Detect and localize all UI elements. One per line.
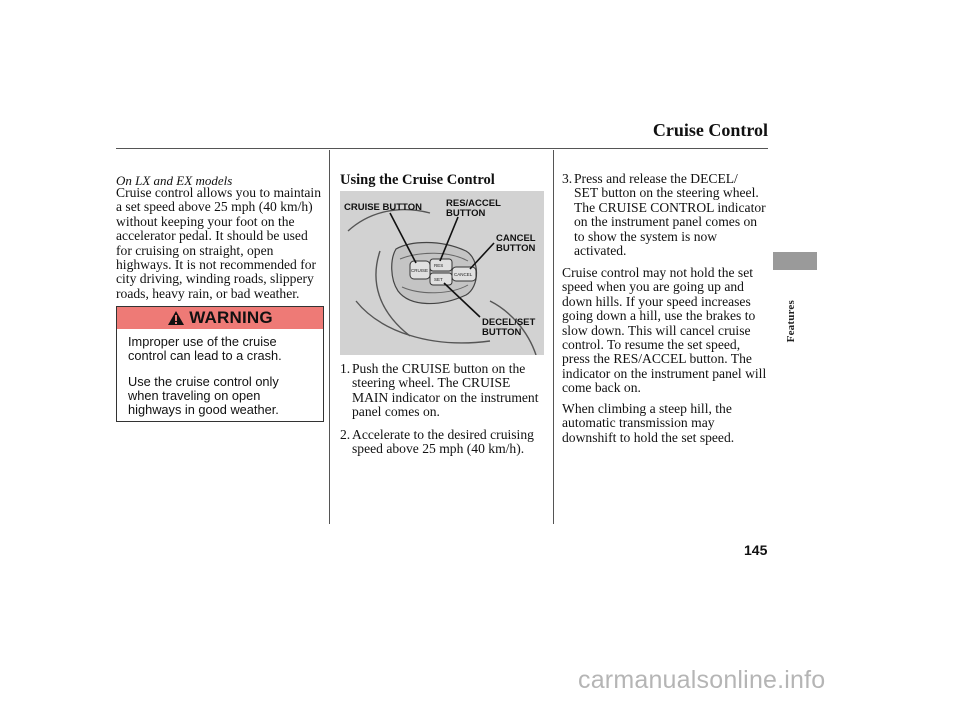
step-line: Accelerate to the desired cruising: [352, 427, 534, 442]
step-text: [352, 428, 542, 457]
step-line: to show the system is now: [574, 228, 718, 244]
hills-paragraph: [562, 266, 772, 396]
step-line: SET button on the steering wheel.: [574, 185, 759, 201]
title-rule: [116, 148, 768, 149]
switch-label-set: SET: [434, 277, 443, 282]
intro-paragraph: [116, 186, 326, 301]
step-number: 3.: [562, 171, 573, 186]
paragraph-line: city driving, winding roads, slippery: [116, 271, 314, 287]
switch-label-cancel: CANCEL: [454, 272, 473, 277]
step-line: steering wheel. The CRUISE: [352, 375, 511, 391]
cruise-button-label: CRUISE BUTTON: [344, 202, 422, 213]
warning-line: highways in good weather.: [128, 402, 279, 417]
step-item: [340, 428, 542, 457]
warning-text: [128, 335, 318, 363]
switch-label-res: RES: [434, 263, 444, 268]
step-line: MAIN indicator on the instrument: [352, 389, 539, 405]
warning-box: [116, 306, 324, 422]
paragraph-line: When climbing a steep hill, the: [562, 401, 732, 416]
column-divider-left: [329, 150, 330, 524]
paragraph-line: for cruising on straight, open: [116, 242, 274, 258]
warning-label: WARNING: [189, 308, 273, 327]
watermark: carmanualsonline.info: [578, 666, 826, 694]
paragraph-line: control. To resume the set speed,: [562, 337, 741, 353]
page-title: Cruise Control: [652, 120, 768, 140]
paragraph-line: accelerator pedal. It should be used: [116, 228, 308, 244]
decel-set-button-label: [482, 318, 535, 338]
steep-hill-paragraph: [562, 402, 772, 445]
step-line: panel comes on.: [352, 404, 440, 420]
warning-line: when traveling on open: [128, 388, 261, 403]
paragraph-line: indicator on the instrument panel will: [562, 365, 767, 381]
step-text: [574, 172, 770, 258]
switch-label-cruise: CRUISE: [411, 268, 429, 273]
figure-label-line: CANCEL: [496, 233, 536, 244]
step-item: [340, 362, 542, 420]
step-line: activated.: [574, 243, 627, 259]
figure-label-line: BUTTON: [446, 208, 486, 219]
paragraph-line: down hills. If your speed increases: [562, 293, 751, 309]
warning-triangle-icon: [167, 310, 185, 326]
paragraph-line: roads, heavy rain, or bad weather.: [116, 285, 300, 301]
models-note: On LX and EX models: [116, 173, 233, 188]
section-heading: Using the Cruise Control: [340, 172, 495, 188]
figure-label-line: BUTTON: [496, 243, 536, 254]
res-accel-button-label: [446, 199, 501, 219]
paragraph-line: Cruise control allows you to maintain: [116, 185, 322, 200]
paragraph-line: speed when you are going up and: [562, 279, 744, 295]
paragraph-line: come back on.: [562, 380, 641, 396]
warning-line: Use the cruise control only: [128, 374, 279, 389]
steering-wheel-figure: [340, 191, 544, 355]
warning-header: [117, 307, 323, 329]
section-tab: [773, 252, 817, 270]
step-text: [352, 362, 542, 420]
side-tab-label: Features: [785, 300, 797, 343]
figure-label-line: BUTTON: [482, 327, 522, 338]
warning-line: control can lead to a crash.: [128, 348, 282, 363]
figure-label-line: RES/ACCEL: [446, 198, 501, 209]
column-divider-right: [553, 150, 554, 524]
warning-line: Improper use of the cruise: [128, 334, 277, 349]
paragraph-line: slow down. This will cancel cruise: [562, 322, 751, 338]
paragraph-line: highways. It is not recommended for: [116, 257, 317, 273]
step-number: 1.: [340, 361, 351, 376]
step-line: speed above 25 mph (40 km/h).: [352, 441, 525, 457]
paragraph-line: without keeping your foot on the: [116, 213, 295, 229]
warning-text: [128, 375, 318, 417]
paragraph-line: press the RES/ACCEL button. The: [562, 351, 752, 367]
page-number: 145: [744, 542, 768, 558]
paragraph-line: downshift to hold the set speed.: [562, 429, 735, 445]
paragraph-line: automatic transmission may: [562, 415, 715, 431]
paragraph-line: Cruise control may not hold the set: [562, 265, 754, 280]
step-line: Push the CRUISE button on the: [352, 361, 526, 376]
step-number: 2.: [340, 427, 351, 442]
cancel-button-label: [496, 234, 536, 254]
step-line: Press and release the DECEL/: [574, 171, 738, 186]
step-line: The CRUISE CONTROL indicator: [574, 199, 766, 215]
step-item: [562, 172, 770, 258]
paragraph-line: a set speed above 25 mph (40 km/h): [116, 199, 313, 215]
paragraph-line: going down a hill, use the brakes to: [562, 308, 756, 324]
step-line: on the instrument panel comes on: [574, 214, 758, 230]
figure-label-line: DECEL/SET: [482, 317, 536, 328]
